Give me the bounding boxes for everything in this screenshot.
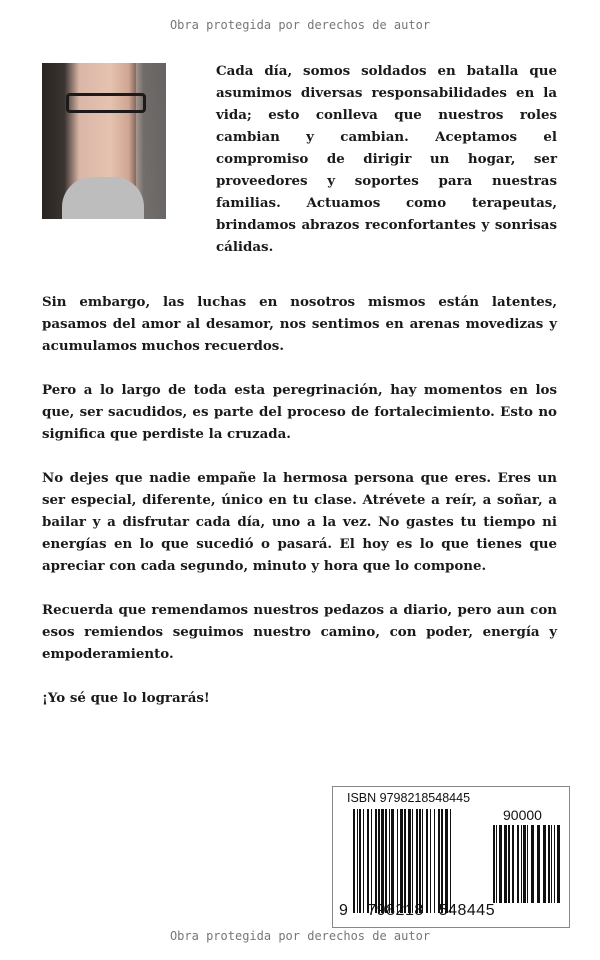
closing-line: ¡Yo sé que lo lograrás! — [42, 690, 210, 706]
intro-paragraph: Cada día, somos soldados en batalla que asumimos diversas responsabilidades en la vida; esto conlleva que nuestros roles cambian y cambian. Aceptamos el compromiso de dirigir un hogar, ser proveedores y soportes para nuestras familias. Actuamos como terapeutas, brindamos abrazos reconfortantes y sonrisas cálidas. — [216, 63, 557, 255]
barcode-bar — [445, 809, 448, 913]
barcode-bar — [404, 809, 406, 913]
first-digit: 9 — [339, 902, 349, 919]
price-code: 90000 — [503, 807, 542, 823]
barcode-bar — [419, 809, 421, 913]
barcode-bar — [499, 825, 502, 903]
barcode-bar — [512, 825, 514, 903]
digit-group-2: 548445 — [438, 902, 496, 919]
barcode-bar — [359, 809, 361, 913]
author-photo — [42, 63, 166, 219]
barcode-bar — [554, 825, 555, 903]
barcode-bar — [527, 825, 528, 903]
paragraph: No dejes que nadie empañe la hermosa persona que eres. Eres un ser especial, diferente, único en tu clase. Atrévete a reír, a soñar, a bailar y a disfrutar cada día, uno a la vez. No gastes tu tiempo ni energías en lo que sucedió o pasará. El hoy es lo que tienes que apreciar con cada segundo, minuto y hora que lo compone. — [42, 470, 557, 574]
digit-group-1: 798218 — [367, 902, 424, 919]
barcode-bar — [537, 825, 540, 903]
barcode-digits — [339, 902, 495, 920]
barcode-bar — [430, 809, 431, 913]
barcode-bar — [353, 809, 355, 913]
barcode-bar — [531, 825, 534, 903]
barcode-bar — [450, 809, 451, 913]
isbn-barcode — [332, 786, 570, 928]
barcode-bar — [371, 809, 372, 913]
barcode-bar — [378, 809, 380, 913]
barcode-bar — [434, 809, 435, 913]
paragraph: Recuerda que remendamos nuestros pedazos a diario, pero aun con esos remiendos seguimos nuestro camino, con poder, energía y empoderamiento. — [42, 602, 557, 662]
barcode-bar — [391, 809, 394, 913]
barcode-bar — [441, 809, 443, 913]
copyright-watermark-top: Obra protegida por derechos de autor — [169, 18, 431, 32]
barcode-bar — [412, 809, 413, 913]
barcode-bar — [504, 825, 507, 903]
barcode-bar — [548, 825, 550, 903]
barcode-bar — [416, 809, 418, 913]
barcode-bar — [508, 825, 510, 903]
barcode-bar — [357, 809, 358, 913]
barcode-bar — [493, 825, 495, 903]
barcode-bar — [438, 809, 440, 913]
barcode-bar — [422, 809, 423, 913]
barcode-bar — [521, 825, 522, 903]
barcode-bar — [517, 825, 519, 903]
barcode-bar — [408, 809, 411, 913]
barcode-bar — [400, 809, 403, 913]
copyright-watermark-bottom: Obra protegida por derechos de autor — [169, 929, 431, 943]
paragraph: Pero a lo largo de toda esta peregrinación, hay momentos en los que, ser sacudidos, es parte del proceso de fortalecimiento. Esto no significa que perdiste la cruzada. — [42, 382, 557, 442]
barcode-bar — [543, 825, 546, 903]
barcode-bar — [557, 825, 560, 903]
barcode-bar — [551, 825, 552, 903]
barcode-bar — [426, 809, 428, 913]
isbn-label: ISBN 9798218548445 — [347, 791, 471, 805]
barcode-bar — [375, 809, 377, 913]
paragraph: Sin embargo, las luchas en nosotros mismos están latentes, pasamos del amor al desamor, nos sentimos en arenas movedizas y acumulamos muchos recuerdos. — [42, 294, 557, 354]
barcode-bar — [367, 809, 369, 913]
barcode-bar — [385, 809, 387, 913]
barcode-bar — [397, 809, 398, 913]
barcode-bar — [496, 825, 497, 903]
barcode-bar — [523, 825, 526, 903]
barcode-bar — [389, 809, 390, 913]
barcode-bar — [363, 809, 364, 913]
barcode-bar — [381, 809, 384, 913]
body-text — [42, 291, 557, 731]
